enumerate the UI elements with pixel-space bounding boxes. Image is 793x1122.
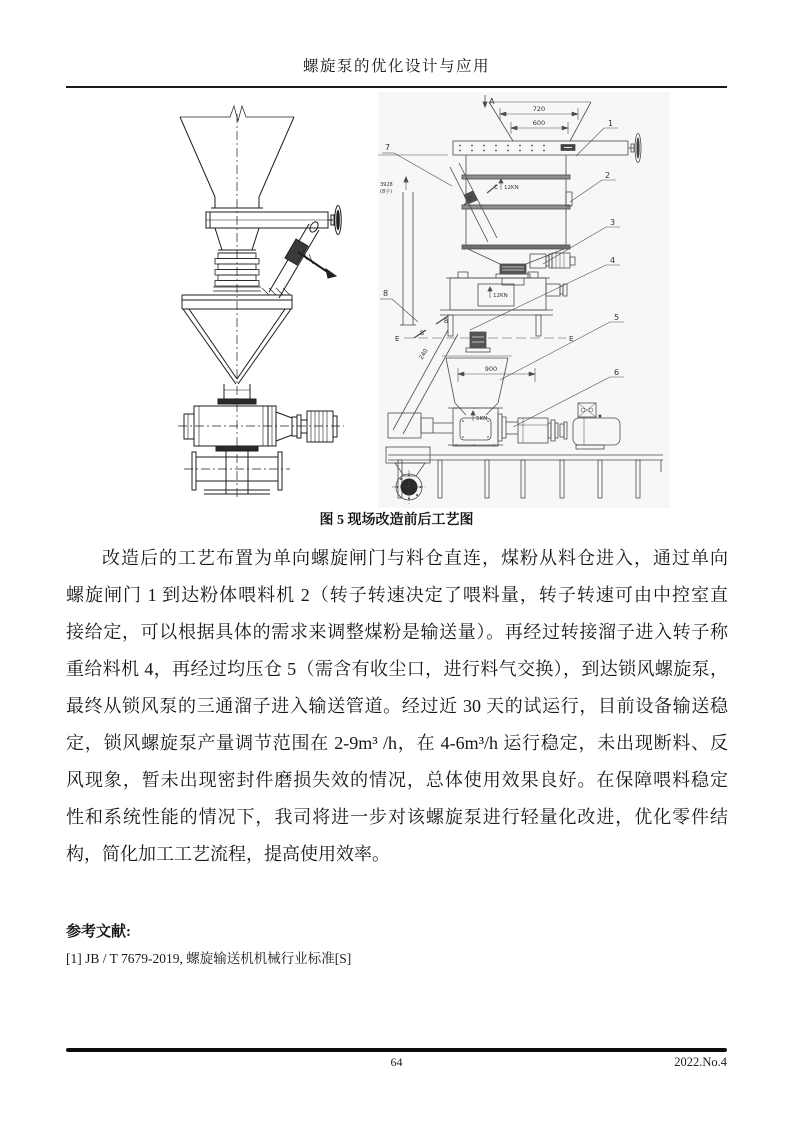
callout-2-label: 2	[605, 171, 611, 180]
dim-note: (8字)	[380, 189, 393, 195]
dim-600: 600	[532, 119, 546, 127]
gate-handwheel-icon	[635, 134, 641, 163]
paragraph-line: 性和系统性能的情况下，我司将进一步对该螺旋泵进行轻量化改进，优化零件结	[66, 807, 728, 827]
section-arrow-a	[483, 95, 495, 107]
paragraph-line: 风现象，暂未出现密封件磨损失效的情况，总体使用效果良好。在保障喂料稳定	[66, 770, 728, 790]
callout-8-label: 8	[383, 289, 389, 298]
diagram-before	[166, 100, 350, 500]
section-c2-label: C	[468, 196, 473, 203]
dimension-720	[500, 105, 578, 120]
callout-5	[500, 313, 624, 380]
bin-side-drive	[530, 253, 575, 268]
footer-rule	[66, 1048, 727, 1052]
section-e-right-label: E	[569, 335, 574, 343]
dim-240: 240	[417, 347, 430, 362]
paragraph-line: 螺旋闸门 1 到达粉体喂料机 2（转子转速决定了喂料量，转子转速可由中控室直	[66, 585, 728, 605]
dim-3928: 3928	[380, 182, 393, 188]
discharge-elbow	[386, 447, 430, 504]
paragraph-line: 定，锁风螺旋泵产量调节范围在 2-9m³ /h，在 4-6m³/h 运行稳定，未出现断料、反	[66, 733, 728, 753]
callout-2	[570, 171, 616, 202]
force-12kn-upper	[499, 179, 519, 191]
section-b1-label: B	[444, 318, 449, 325]
drive-motor	[276, 411, 337, 442]
weighing-feeder	[440, 272, 567, 352]
reference-item: [1] JB / T 7679-2019, 螺旋输送机机械行业标准[S]	[66, 951, 352, 966]
paragraph-line: 重给料机 4，再经过均压仓 5（需含有收尘口，进行料气交换），到达锁风螺旋泵，	[66, 659, 728, 679]
height-dimension	[380, 177, 408, 195]
section-b2-label: B	[420, 330, 425, 337]
dim-720: 720	[532, 105, 546, 113]
label-a: A	[489, 97, 495, 106]
paragraph-line: 最终从锁风泵的三通溜子进入输送管道。经过近 30 天的试运行，目前设备输送稳	[66, 696, 728, 716]
section-c1-label: C	[494, 184, 499, 191]
callout-5-label: 5	[614, 313, 620, 322]
injection-pipe-valve	[269, 220, 336, 298]
callout-1	[576, 119, 618, 156]
callout-3	[543, 218, 620, 264]
paragraph-line: 构，简化加工工艺流程，提高使用效率。	[66, 844, 390, 864]
handwheel-icon	[335, 206, 341, 235]
gate-valve	[206, 212, 334, 228]
callout-8	[380, 289, 418, 322]
references-heading: 参考文献:	[66, 924, 131, 940]
standpipe	[400, 192, 416, 325]
force-12kn-upper-label: 12KN	[504, 185, 519, 191]
body-paragraph	[66, 540, 728, 873]
inlet-funnel	[378, 102, 591, 155]
paragraph-line: 接给定，可以根据具体的需求来调整煤粉是输送量）。再经过转接溜子进入转子称	[66, 622, 728, 642]
section-e-left-label: E	[395, 335, 400, 343]
figure-caption: 图 5 现场改造前后工艺图	[319, 513, 474, 528]
discharge-tee	[192, 446, 282, 494]
slide-gate	[453, 141, 634, 155]
header-rule	[66, 86, 727, 88]
callout-3-label: 3	[610, 218, 616, 227]
issue-label: 2022.No.4	[674, 1055, 727, 1069]
callout-7-label: 7	[385, 143, 391, 152]
callout-6-label: 6	[614, 368, 620, 377]
screw-pump-right-train	[498, 414, 558, 443]
callout-7	[382, 143, 452, 186]
force-5kn	[471, 411, 487, 422]
paragraph-line: 改造后的工艺布置为单向螺旋闸门与料仓直连，煤粉从料仓进入，通过单向	[102, 548, 728, 568]
force-12kn-mid	[488, 287, 508, 299]
force-5kn-label: 5KN	[476, 416, 488, 422]
screw-pump-left-barrel	[388, 413, 453, 438]
page-title: 螺旋泵的优化设计与应用	[302, 58, 490, 75]
dim-900: 900	[484, 365, 498, 373]
buffer-bin	[462, 155, 572, 285]
pressure-bin-hopper	[442, 356, 512, 415]
callout-4-label: 4	[610, 256, 616, 265]
motor	[560, 403, 620, 449]
lock-air-feeder-box	[448, 407, 503, 446]
callout-1-label: 1	[608, 119, 614, 128]
dimension-600	[511, 119, 568, 134]
force-12kn-mid-label: 12KN	[493, 293, 508, 299]
page-number: 64	[390, 1055, 403, 1069]
base-frame	[388, 455, 663, 498]
diagram-after	[378, 92, 670, 508]
